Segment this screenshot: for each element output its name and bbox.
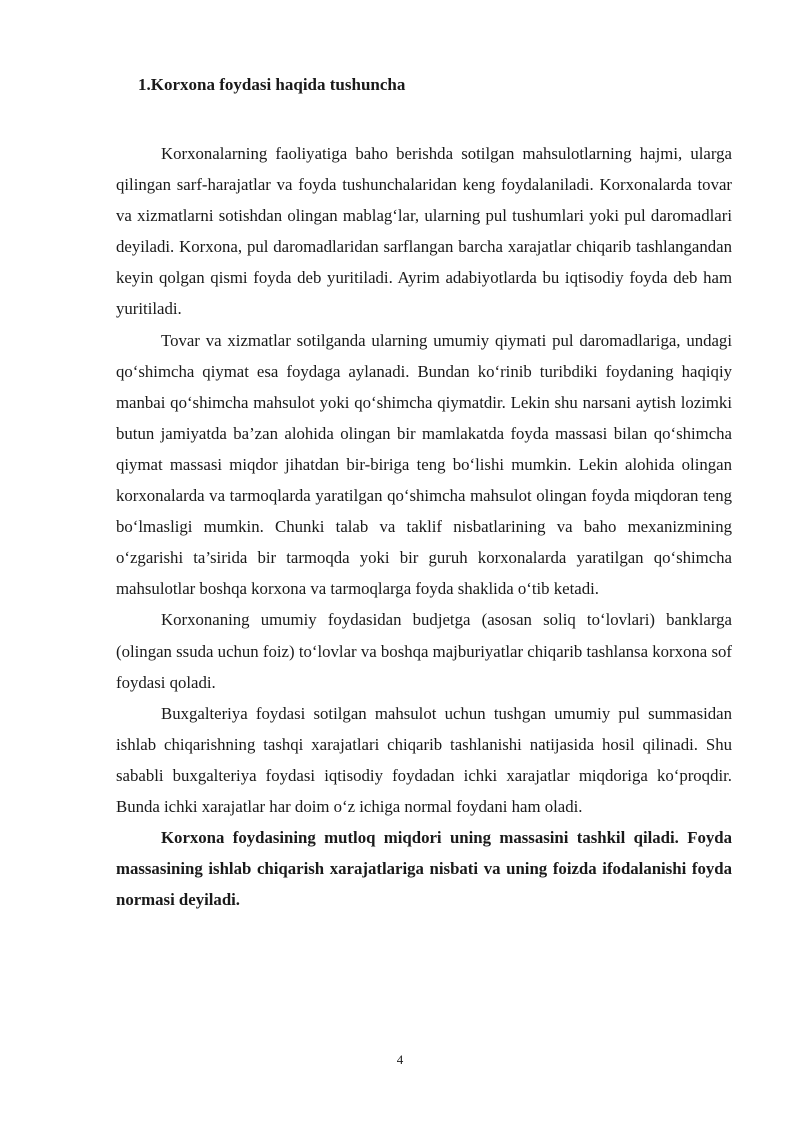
- paragraph-2: Tovar va xizmatlar sotilganda ularning umumiy qiymati pul daromadlariga, undagi qo‘shimcha qiymat esa foydaga aylanadi. Bundan ko‘rinib turibdiki foydaning haqiqiy manbai qo‘shimcha mahsulot yoki qo‘shimcha qiymatdir. Lekin shu narsani aytish lozimki butun jamiyatda ba’zan alohida olingan bir mamlakatda foyda massasi bilan qo‘shimcha qiymat massasi miqdor jihatdan bir-biriga teng bo‘lishi mumkin. Lekin alohida olingan korxonalarda va tarmoqlarda yaratilgan qo‘shimcha mahsulot olingan foyda miqdoran teng bo‘lmasligi mumkin. Chunki talab va taklif nisbatlarining va baho mexanizmining o‘zgarishi ta’sirida bir tarmoqda yoki bir guruh korxonalarda yaratilgan qo‘shimcha mahsulotlar boshqa korxona va tarmoqlarga foyda shaklida o‘tib ketadi.: [116, 330, 732, 599]
- paragraph-4: Buxgalteriya foydasi sotilgan mahsulot uchun tushgan umumiy pul summasidan ishlab chiqarishning tashqi xarajatlari chiqarib tashlanishi natijasida hosil qilinadi. Shu sababli buxgalteriya foydasi iqtisodiy foydadan ichki xarajatlar miqdoriga ko‘proqdir. Bunda ichki xarajatlar har doim o‘z ichiga normal foydani ham oladi.: [116, 703, 732, 816]
- paragraph-5-bold: Korxona foydasining mutloq miqdori uning massasini tashkil qiladi. Foyda massasining ishlab chiqarish xarajatlariga nisbati va uning foizda ifodalanishi foyda normasi deyiladi.: [116, 828, 732, 910]
- page-number: 4: [396, 1052, 404, 1067]
- body-text: [116, 138, 732, 915]
- paragraph-3: Korxonaning umumiy foydasidan budjetga (asosan soliq to‘lovlari) banklarga (olingan ssuda uchun foiz) to‘lovlar va boshqa majburiyatlar chiqarib tashlansa korxona sof foydasi qoladi.: [116, 610, 732, 692]
- section-heading: 1.Korxona foydasi haqida tushuncha: [138, 75, 406, 94]
- paragraph-1: Korxonalarning faoliyatiga baho berishda sotilgan mahsulotlarning hajmi, ularga qilingan sarf-harajatlar va foyda tushunchalaridan keng foydalaniladi. Korxonalarda tovar va xizmatlarni sotishdan olingan mablag‘lar, ularning pul tushumlari yoki pul daromadlari deyiladi. Korxona, pul daromadlaridan sarflangan barcha xarajatlar chiqarib tashlangandan keyin qolgan qismi foyda deb yuritiladi. Ayrim adabiyotlarda bu iqtisodiy foyda deb ham yuritiladi.: [116, 144, 732, 319]
